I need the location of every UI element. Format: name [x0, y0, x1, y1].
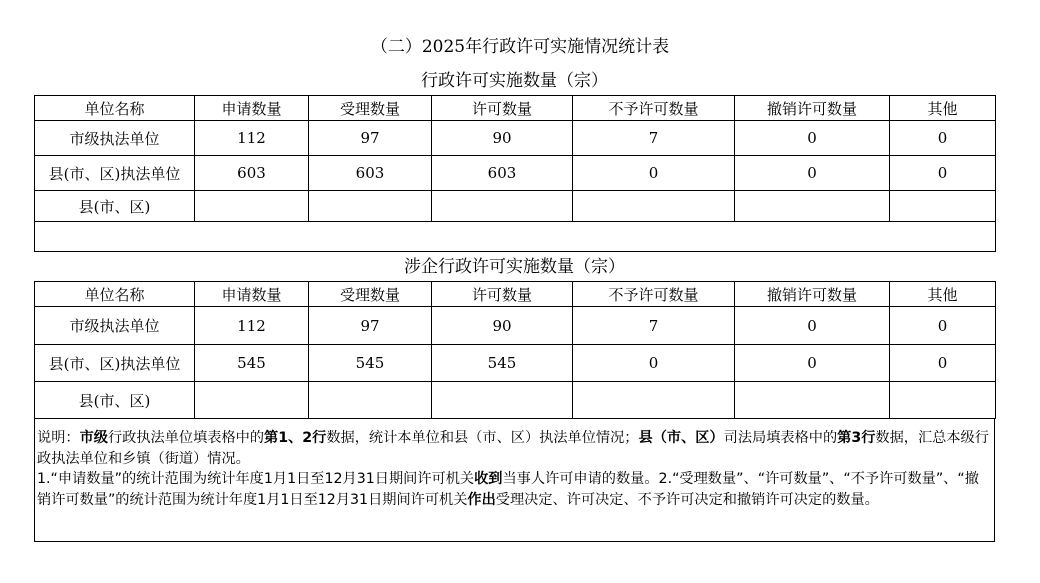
table-cell	[573, 191, 735, 222]
note-emphasis: 市级	[79, 430, 108, 446]
header-cell: 申请数量	[195, 282, 309, 307]
table-cell: 0	[890, 156, 996, 191]
table-cell	[735, 382, 890, 419]
table-cell: 90	[432, 307, 573, 345]
note-text: 受理决定、许可决定、不予许可决定和撤销许可决定的数量。	[495, 491, 879, 508]
table-cell: 97	[309, 307, 432, 345]
note-text: 司法局填表格中的	[723, 430, 838, 446]
table-row	[35, 382, 996, 419]
note-emphasis: 第1、2行	[264, 430, 327, 446]
unit-name-cell: 县(市、区)	[35, 191, 195, 222]
table-cell: 90	[432, 121, 573, 156]
table-row	[35, 121, 996, 156]
table-cell: 0	[735, 345, 890, 382]
unit-name-cell: 县(市、区)	[35, 382, 195, 419]
table-cell: 7	[573, 121, 735, 156]
table-cell	[309, 191, 432, 222]
table-cell: 603	[309, 156, 432, 191]
header-cell: 不予许可数量	[573, 96, 735, 121]
table-row	[35, 345, 996, 382]
table-cell: 0	[890, 307, 996, 345]
table-cell: 0	[890, 345, 996, 382]
blank-row	[35, 222, 996, 252]
table-cell	[432, 382, 573, 419]
header-cell: 单位名称	[35, 282, 195, 307]
table-cell: 97	[309, 121, 432, 156]
note-text: 数据，汇总本级行政执法单位和乡镇（街道）情况。	[37, 430, 989, 467]
page-title: （二）2025年行政许可实施情况统计表	[370, 37, 670, 57]
table-header-row	[35, 96, 996, 121]
notes-box	[34, 418, 995, 542]
table-cell: 0	[573, 345, 735, 382]
table-cell: 545	[432, 345, 573, 382]
table-header-row	[35, 282, 996, 307]
section-title-enterprise-permits: 涉企行政许可实施数量（宗）	[404, 257, 625, 277]
note-text: 数据，统计本单位和县（市、区）执法单位情况；	[326, 430, 639, 446]
header-cell: 其他	[890, 282, 996, 307]
table-cell: 112	[195, 121, 309, 156]
note-emphasis: 收到	[474, 471, 503, 487]
note-emphasis: 作出	[467, 491, 496, 508]
header-cell: 其他	[890, 96, 996, 121]
permit-table	[34, 95, 996, 252]
table-cell	[890, 191, 996, 222]
note-paragraph-1	[37, 428, 991, 469]
header-cell: 受理数量	[309, 96, 432, 121]
unit-name-cell: 县(市、区)执法单位	[35, 156, 195, 191]
header-cell: 受理数量	[309, 282, 432, 307]
table-cell	[432, 191, 573, 222]
table-cell	[573, 382, 735, 419]
header-cell: 许可数量	[432, 96, 573, 121]
note-text: 当事人许可申请的数量。2.“受理数量”、“许可数量”、“不予许可数量”、“撤销许可数量”的统计范围为统计年度1月1日至12月31日期间许可机关	[37, 471, 979, 508]
enterprise-permit-table	[34, 281, 996, 419]
table-cell	[195, 191, 309, 222]
table-row	[35, 156, 996, 191]
note-emphasis: 第3行	[837, 430, 876, 446]
table-cell: 0	[735, 307, 890, 345]
unit-name-cell: 县(市、区)执法单位	[35, 345, 195, 382]
note-paragraph-2	[37, 469, 991, 510]
table-cell: 7	[573, 307, 735, 345]
table-cell: 603	[195, 156, 309, 191]
blank-cell	[35, 222, 996, 252]
table-cell: 112	[195, 307, 309, 345]
table-row	[35, 191, 996, 222]
table-cell: 0	[890, 121, 996, 156]
header-cell: 不予许可数量	[573, 282, 735, 307]
table-cell	[195, 382, 309, 419]
header-cell: 撤销许可数量	[735, 282, 890, 307]
section-title-permits: 行政许可实施数量（宗）	[421, 71, 608, 91]
unit-name-cell: 市级执法单位	[35, 307, 195, 345]
table-cell	[309, 382, 432, 419]
header-cell: 单位名称	[35, 96, 195, 121]
header-cell: 申请数量	[195, 96, 309, 121]
table-cell	[890, 382, 996, 419]
header-cell: 许可数量	[432, 282, 573, 307]
note-text: 行政执法单位填表格中的	[107, 430, 265, 446]
unit-name-cell: 市级执法单位	[35, 121, 195, 156]
note-emphasis: 县（市、区）	[638, 430, 724, 446]
table-cell	[735, 191, 890, 222]
table-cell: 545	[195, 345, 309, 382]
table-row	[35, 307, 996, 345]
table-cell: 0	[735, 121, 890, 156]
header-cell: 撤销许可数量	[735, 96, 890, 121]
note-text: 1.“申请数量”的统计范围为统计年度1月1日至12月31日期间许可机关	[37, 471, 475, 487]
table-cell: 0	[735, 156, 890, 191]
table-cell: 0	[573, 156, 735, 191]
table-cell: 603	[432, 156, 573, 191]
table-cell: 545	[309, 345, 432, 382]
note-text: 说明：	[37, 430, 80, 446]
